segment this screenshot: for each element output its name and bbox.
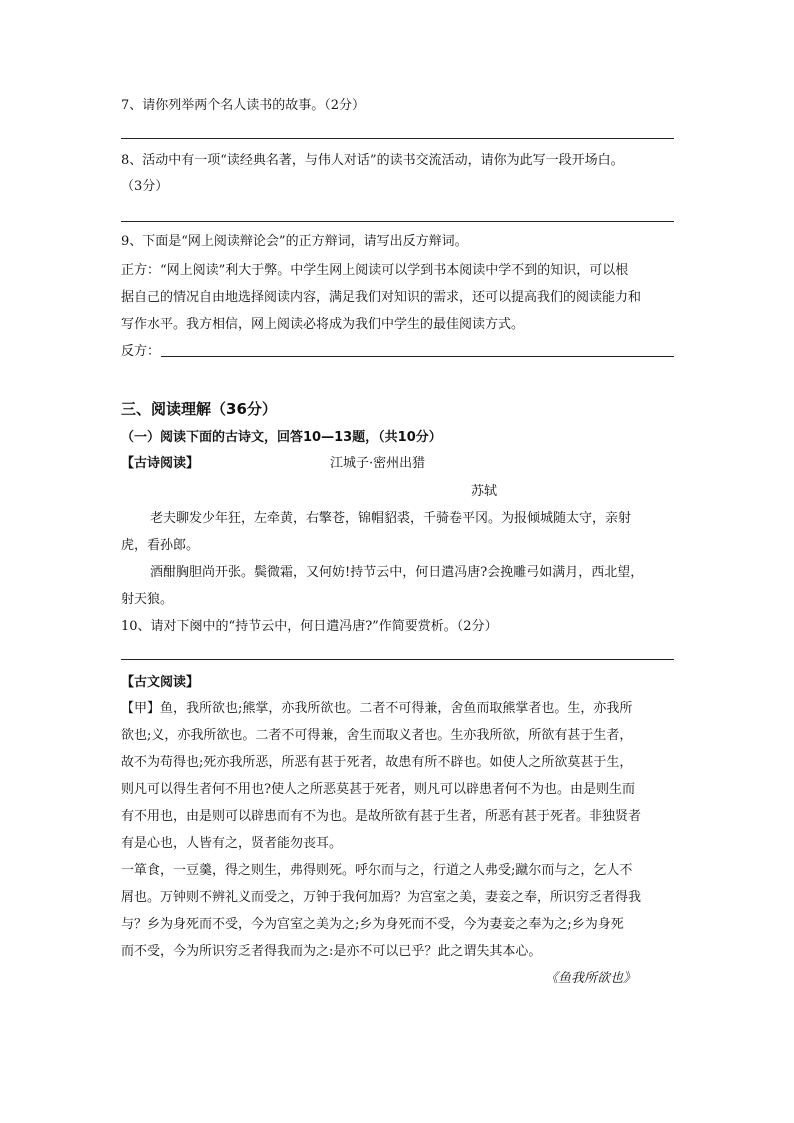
poem-line-3: 酒酣胸胆尚开张。鬓微霜，又何妨!持节云中，何日遣冯唐?会挽雕弓如满月，西北望， bbox=[150, 565, 644, 580]
section-3-title: 三、阅读理解（36分） bbox=[121, 400, 277, 418]
answer-line-q10[interactable] bbox=[121, 659, 674, 660]
wenyan-line-7: 一箪食，一豆羹，得之则生，弗得则死。呼尔而与之，行道之人弗受;蹴尔而与之，乞人不 bbox=[121, 863, 633, 878]
question-9-zhengfang-line-3: 写作水平。我方相信，网上阅读必将成为我们中学生的最佳阅读方式。 bbox=[121, 317, 525, 332]
question-9-fanfang-row bbox=[121, 343, 674, 361]
poem-line-1: 老夫聊发少年狂，左牵黄，右擎苍，锦帽貂裘，千骑卷平冈。为报倾城随太守，亲射 bbox=[150, 511, 632, 526]
poem-title: 江城子·密州出猎 bbox=[330, 456, 426, 471]
wenyan-line-9: 与？乡为身死而不受，今为宫室之美为之;乡为身死而不受，今为妻妾之奉为之;乡为身死 bbox=[121, 917, 624, 932]
question-9-zhengfang-line-2: 据自己的情况自由地选择阅读内容，满足我们对知识的需求，还可以提高我们的阅读能力和 bbox=[121, 290, 642, 305]
poem-label: 【古诗阅读】 bbox=[121, 456, 200, 471]
wenyan-line-8: 屑也。万钟则不辨礼义而受之，万钟于我何加焉？为宫室之美，妻妾之奉，所识穷乏者得我 bbox=[121, 890, 642, 905]
answer-line-q7[interactable] bbox=[121, 138, 674, 139]
question-8-line-2: （3分） bbox=[121, 179, 169, 194]
wenyan-line-6: 有是心也，人皆有之，贤者能勿丧耳。 bbox=[121, 836, 343, 851]
question-10: 10、请对下阕中的“持节云中，何日遣冯唐?”作简要赏析。（2分） bbox=[121, 619, 498, 634]
wenyan-source: 《鱼我所欲也》 bbox=[545, 971, 637, 986]
wenyan-line-10: 而不受，今为所识穷乏者得我而为之:是亦不可以已乎？此之谓失其本心。 bbox=[121, 944, 542, 959]
wenyan-line-3: 故不为苟得也;死亦我所恶，所恶有甚于死者，故患有所不辟也。如使人之所欲莫甚于生， bbox=[121, 755, 633, 770]
answer-line-q9[interactable] bbox=[161, 356, 674, 357]
wenyan-label: 【古文阅读】 bbox=[121, 675, 200, 690]
wenyan-line-2: 欲也;义，亦我所欲也。二者不可得兼，舍生而取义者也。生亦我所欲，所欲有甚于生者， bbox=[121, 728, 633, 743]
poem-line-2: 虎，看孙郎。 bbox=[121, 538, 200, 553]
fanfang-label: 反方： bbox=[121, 344, 161, 359]
wenyan-line-1: 【甲】鱼，我所欲也;熊掌，亦我所欲也。二者不可得兼，舍鱼而取熊掌者也。生，亦我所 bbox=[121, 701, 633, 716]
answer-line-q8[interactable] bbox=[121, 221, 674, 222]
poem-author: 苏轼 bbox=[471, 484, 498, 499]
wenyan-line-5: 有不用也，由是则可以辟患而有不为也。是故所欲有甚于生者，所恶有甚于死者。非独贤者 bbox=[121, 809, 642, 824]
part-1-title: （一）阅读下面的古诗文，回答10—13题，（共10分） bbox=[121, 430, 442, 445]
question-7: 7、请你列举两个名人读书的故事。（2分） bbox=[121, 98, 366, 113]
wenyan-line-4: 则凡可以得生者何不用也?使人之所恶莫甚于死者，则凡可以辟患者何不为也。由是则生而 bbox=[121, 782, 635, 797]
question-9-zhengfang-line-1: 正方：“网上阅读”利大于弊。中学生网上阅读可以学到书本阅读中学不到的知识，可以根 bbox=[121, 263, 629, 278]
poem-line-4: 射天狼。 bbox=[121, 592, 174, 607]
question-9: 9、下面是“网上阅读辩论会”的正方辩词，请写出反方辩词。 bbox=[121, 234, 468, 249]
question-8-line-1: 8、活动中有一项“读经典名著，与伟人对话”的读书交流活动，请你为此写一段开场白。 bbox=[121, 153, 624, 168]
